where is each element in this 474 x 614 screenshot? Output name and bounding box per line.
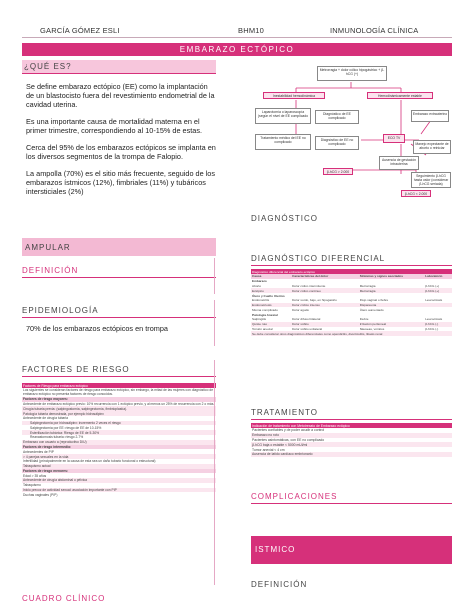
table-cell: Tabaquismo	[23, 483, 41, 488]
divider	[214, 300, 215, 346]
table-cell: Antecedente de embarazo ectópico previo: 10% recurrencia con 1 ectópico previo, y al menos un 25% de recurrencia con 2 o más.	[23, 401, 215, 406]
table-cell: Dolor cólico continuo	[291, 288, 359, 293]
table-cell: Leucocitosis	[425, 317, 443, 322]
epidemiologia-title: EPIDEMIOLOGÍA	[22, 306, 216, 318]
table-title: Diagnóstico diferencial del embarazo ectópico	[251, 269, 452, 274]
factores-section	[22, 365, 216, 497]
tratamiento-table	[251, 423, 452, 457]
flow-node-tratamiento: Tratamiento médico del EE no complicado	[255, 134, 311, 150]
table-cell: Tabaquismo actual	[22, 464, 216, 469]
table-cell: Ausencia de latido cardíaco embrionario	[251, 452, 452, 457]
diagnostico-title: DIAGNÓSTICO	[251, 214, 319, 223]
flow-node-ee-no-complicado: Diagnóstico de EE no complicado	[315, 136, 359, 150]
flow-node-laparotomia: Laparotomía o laparoscopía (según el nivel de EE complicado	[255, 108, 311, 124]
table-cell: Aborto	[252, 283, 262, 288]
header-divider	[22, 37, 452, 38]
definicion-title: DEFINICIÓN	[22, 266, 216, 278]
table-cell: Endometriosis	[251, 303, 291, 308]
table-cell: Náuseas, vómitos	[359, 326, 385, 331]
flowchart	[251, 60, 452, 206]
table-cell: Dolor difuso bilateral	[292, 317, 321, 322]
table-cell: Metrorragia	[359, 283, 376, 288]
diferencial-table	[251, 269, 452, 336]
table-cell: Mioma complicado	[252, 307, 278, 312]
table-cell: Metrorragia	[359, 288, 425, 293]
column-header: Laboratorio	[424, 274, 452, 279]
table-cell: Infertilidad (principalmente en la causa de esta sea un daño tubario funcional o estructural)	[23, 459, 156, 464]
que-es-title: ¿QUÉ ES?	[22, 60, 216, 74]
flow-node-top: Metrorragia + dolor cólico hipogástrico + β-hCG (+)	[317, 66, 387, 81]
table-header: Factores de Riesgo para embarazo ectópico	[22, 383, 216, 388]
table-cell: Reanastomosis tubaria: riesgo 2-7%	[30, 435, 84, 440]
table-cell: β-hCG baja o estable < 5000 mUI/ml	[251, 442, 452, 447]
que-es-section	[22, 60, 216, 204]
course-code: BHM10	[238, 26, 265, 35]
diagnostico-section	[251, 214, 452, 223]
tratamiento-section	[251, 408, 452, 457]
table-cell: > 4 parejas sexuales en la vida	[22, 454, 216, 459]
table-cell: β-hCG (+)	[425, 283, 440, 288]
flow-node-hcg-low: β-hCG < 2.000	[401, 190, 431, 197]
table-cell: Pacientes asintomáticas, con EE no complicado	[252, 437, 325, 442]
flow-node-estable: Hemodinámicamente estable	[367, 92, 433, 99]
author-name: GARCÍA GÓMEZ ESLI	[40, 26, 120, 35]
epidemiologia-text: 70% de los embarazos ectópicos en trompa	[26, 324, 168, 333]
table-cell: Los siguientes se consideran factores de riesgo para embarazo ectópico, sin embargo, la mitad de las mujeres con diagnóstico de embarazo ectópico no presenta factores de riesgo conocidos.	[23, 388, 214, 397]
paragraph: Cerca del 95% de los embarazos ectópicos se implanta en los diversos segmentos de la trompa de Falopio.	[26, 143, 216, 161]
column-header: Causa	[251, 274, 291, 279]
table-cell: Embarazo no roto	[251, 433, 452, 438]
paragraph: La ampolla (70%) es el sitio más frecuente, seguido de los embarazos ístmicos (12%), fimbriales (11%) y tubáricos intersticiales (2%)	[26, 169, 216, 196]
definicion-section	[22, 266, 216, 278]
table-cell: Irritación peritoneal	[359, 322, 425, 327]
table-cell: Torsión anexial	[252, 326, 273, 331]
flow-node-inestable: Inestabilidad hemodinámica	[263, 92, 325, 99]
istmico-bar	[251, 536, 452, 564]
table-cell: Antecedente de cirugía tubaria	[23, 416, 68, 421]
flow-node-ee-complicado: Diagnóstico de EE complicado	[315, 110, 359, 124]
factores-title: FACTORES DE RIESGO	[22, 365, 216, 377]
cuadro-section	[22, 594, 216, 603]
table-cell: Útero aumentado	[359, 307, 384, 312]
table-cell: Dolor agudo	[292, 307, 310, 312]
table-cell: β-hCG (-)	[425, 326, 439, 331]
ampular-bar	[22, 238, 216, 256]
table-cell: Inicio precoz de actividad sexual: asociación importante con PIP	[22, 488, 216, 493]
definicion-right-title: DEFINICIÓN	[251, 580, 308, 589]
table-cell: Flujo vaginal o fiebre	[359, 298, 389, 303]
complicaciones-title: COMPLICACIONES	[251, 492, 452, 504]
table-cell: Dispareunia	[359, 303, 425, 308]
table-cell: Factores de riesgo mayores:	[22, 397, 216, 402]
paragraph: Es una importante causa de mortalidad materna en el primer trimestre, correspondiendo al 10-15% de estas.	[26, 117, 203, 135]
table-cell: Pacientes confiables y de poder acudir a control	[252, 428, 325, 433]
table-cell: Dolor cólico intermitente	[292, 283, 326, 288]
table-cell: Dolor súbito	[291, 322, 359, 327]
ampular-title: AMPULAR	[25, 243, 71, 252]
divider	[214, 258, 215, 294]
paragraph: Se define embarazo ectópico (EE) como la implantación de un blastocisto fuera del revestimiento endometrial de la cavidad uterina.	[26, 82, 215, 109]
flow-node-extrauterino: Embarazo extrauterino	[411, 110, 449, 122]
diferencial-section	[251, 254, 452, 336]
table-cell: Factores de riesgo menores:	[22, 469, 216, 474]
flow-node-eco: ECO TV	[383, 134, 405, 143]
istmico-title: ISTMICO	[255, 545, 296, 554]
table-cell: Fiebre	[359, 317, 369, 322]
diferencial-title: DIAGNÓSTICO DIFERENCIAL	[251, 254, 452, 266]
definicion-right-section	[251, 580, 452, 589]
table-cell: Quiste roto	[251, 322, 291, 327]
table-cell: Duchas vaginales (PIP)	[23, 492, 58, 497]
table-cell: Endometritis	[252, 298, 270, 303]
tratamiento-title: TRATAMIENTO	[251, 408, 452, 420]
table-cell: β-hCG (+)	[424, 288, 452, 293]
table-cell: Factores de riesgo intermedio:	[22, 445, 216, 450]
table-cell: Esterilización tubárica: Riesgo de EE de 5-30%	[22, 430, 216, 435]
table-cell: Edad > 35 años	[23, 473, 47, 478]
table-header: Indicación de tratamiento con Metotrexato de Embarazo ectópico	[251, 423, 452, 428]
table-cell: Antecedentes de PIP	[23, 449, 54, 454]
table-cell: Dolor sordo, bajo, en hipogastrio	[292, 298, 337, 303]
column-header: Síntomas y signos asociados	[359, 274, 425, 279]
table-cell: β-hCG (-)	[424, 322, 452, 327]
page-title-banner: EMBARAZO ECTÓPICO	[22, 43, 452, 56]
flow-node-hcg-high: β-hCG > 2.000	[323, 168, 353, 175]
subject-name: INMUNOLOGÍA CLÍNICA	[330, 26, 419, 35]
factores-table	[22, 383, 216, 497]
flow-node-manejo: Manejo expectante de aborto o reiniciar	[413, 140, 451, 154]
que-es-body	[22, 82, 216, 196]
divider	[214, 360, 215, 585]
table-cell: Antecedente de cirugía abdominal o pélvica	[22, 478, 216, 483]
table-footer: Se debe considerar otros diagnósticos diferenciales como apendicitis, diverticulitis, litiasis renal	[251, 331, 452, 336]
epidemiologia-section	[22, 306, 216, 341]
table-cell: Dolor cíclico intenso	[291, 303, 359, 308]
table-cell: Tumor anexial < 4 cm	[252, 447, 285, 452]
table-cell: Dolor súbito unilateral	[292, 326, 323, 331]
column-header: Características del dolor	[291, 274, 359, 279]
flow-node-seguimiento: Seguimiento β-hCG hasta valor (considerar β-hCG seriada)	[411, 172, 451, 188]
table-cell: Patología tubaria demostrada, por ejemplo hidrosálpinx	[22, 411, 216, 416]
group-label: Embarazo	[252, 279, 267, 284]
complicaciones-section	[251, 492, 452, 504]
table-cell: Cirugía tubaria previa: (salpingostomía, salpingectomía, fimbrioplastía).	[22, 406, 216, 411]
flow-node-ausencia: Ausencia de gestación intrauterina	[379, 156, 419, 170]
table-cell: Embarazo con usuario a (reproductivo DIU)	[22, 440, 216, 445]
table-cell: Leucocitosis	[425, 298, 443, 303]
table-cell: Salpingectomía por EE: riesgo de EE de 10-15%	[30, 425, 102, 430]
table-cell: Salpingitis	[252, 317, 267, 322]
group-label: Patología Anexial	[252, 312, 278, 317]
group-label: Útero y Cuello Uterino	[252, 293, 285, 298]
page-header	[0, 0, 474, 40]
cuadro-title: CUADRO CLÍNICO	[22, 594, 106, 603]
table-cell: Ectópico	[251, 288, 291, 293]
table-cell: Salpingectomía por hidrosálpinx: incremento 2 veces el riesgo	[22, 421, 216, 426]
